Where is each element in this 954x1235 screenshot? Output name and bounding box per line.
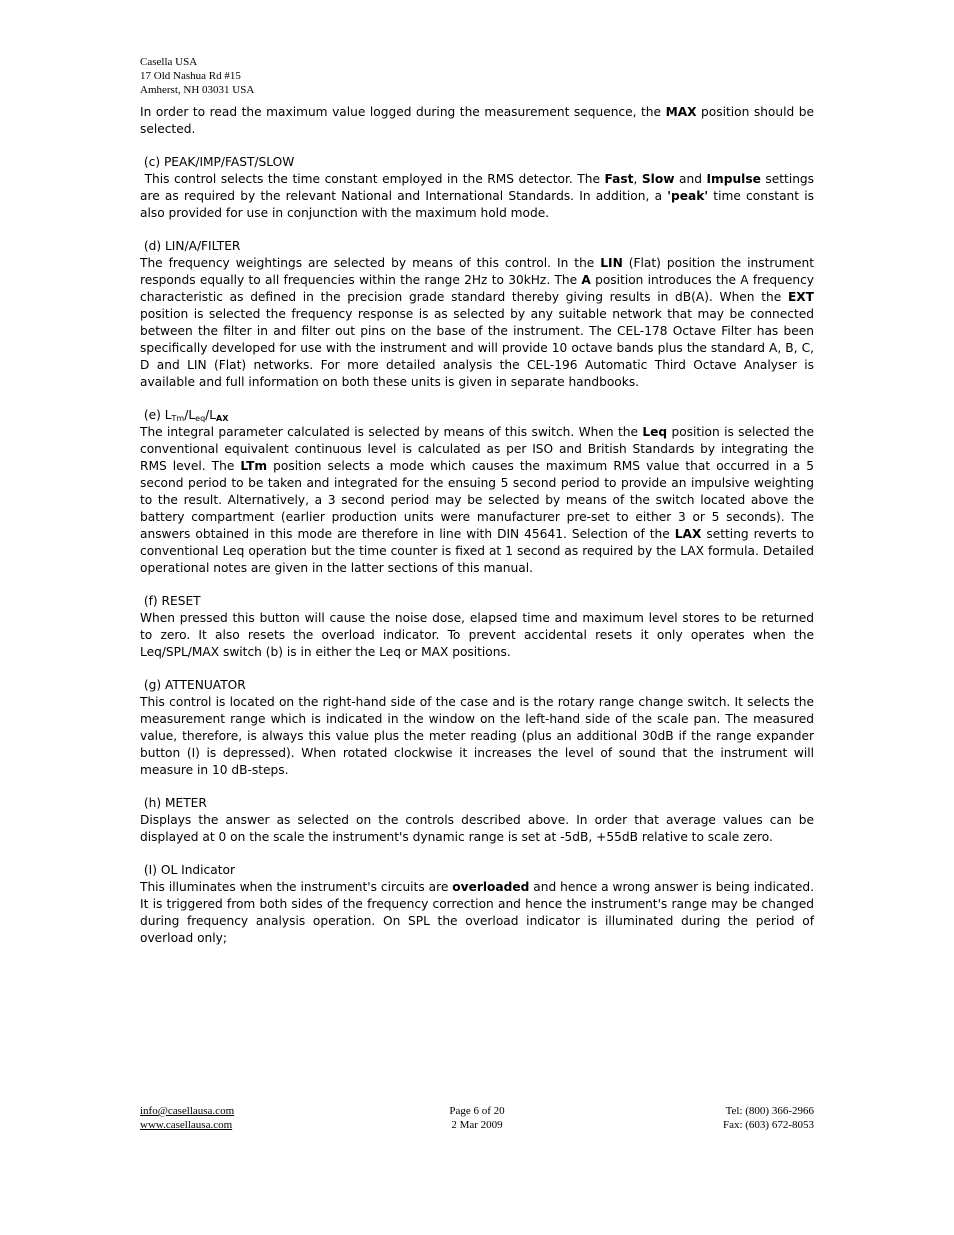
heading-text: (I) OL Indicator [143, 863, 235, 877]
section-e-heading [140, 407, 814, 424]
heading-text: /L [205, 408, 217, 422]
text: position is selected the conventional equivalent continuous level is calculated as per ISO and British Standards by integrating the RMS level. The [140, 425, 814, 473]
text: and [674, 172, 707, 186]
bold-text: EXT [787, 290, 814, 304]
section-i-heading [140, 862, 814, 879]
bold-text: LAX [674, 527, 702, 541]
document-body [140, 104, 814, 947]
section-h-heading [140, 795, 814, 812]
section-f-heading [140, 593, 814, 610]
heading-text: (h) METER [143, 796, 207, 810]
address-line-1: 17 Old Nashua Rd #15 [140, 70, 241, 82]
text: , [633, 172, 642, 186]
section-g-body: This control is located on the right-hand side of the case and is the rotary range change switch. It selects the measurement range which is indicated in the window on the left-hand side of the scale pan. The measured value, therefore, is always this value plus the meter reading (plus an additional 30dB if the range expander button (I) is depressed). When rotated clockwise it increases the level of sound that the instrument will measure in 10 dB-steps. [140, 695, 814, 777]
bold-text: Impulse [706, 172, 761, 186]
bold-text: Slow [641, 172, 675, 186]
text: setting reverts to conventional Leq operation but the time counter is fixed at 1 second as required by the LAX formula. Detailed operational notes are given in the latter sections of this manual. [140, 527, 814, 575]
text: position introduces the A frequency characteristic as defined in the precision grade standard thereby giving results in dB(A). When the [140, 273, 814, 304]
heading-text: (f) RESET [143, 594, 201, 608]
section-f-body: When pressed this button will cause the noise dose, elapsed time and maximum level stores to be returned to zero. It also resets the overload indicator. To prevent accidental resets it only operates when the Leq/SPL/MAX switch (b) is in either the Leq or MAX positions. [140, 611, 814, 659]
text: The integral parameter calculated is selected by means of this switch. When the [140, 425, 643, 439]
subscript: AX [216, 414, 229, 423]
section-e-body [140, 424, 814, 577]
intro-paragraph [140, 104, 814, 138]
section-c-heading [140, 154, 814, 171]
text: and hence a wrong answer is being indicated. It is triggered from both sides of the frequency correction and hence the instrument's range may be changed during frequency analysis operation. On SPL the overload indicator is illuminated during the period of overload only; [140, 880, 814, 945]
document-date: 2 Mar 2009 [451, 1119, 503, 1131]
email-link[interactable]: info@casellausa.com [140, 1105, 235, 1117]
section-c-body [140, 171, 814, 222]
section-i-body [140, 879, 814, 947]
bold-text: LTm [240, 459, 268, 473]
text: The frequency weightings are selected by means of this control. In the [140, 256, 601, 270]
company-name: Casella USA [140, 56, 198, 68]
heading-text: (e) L [143, 408, 172, 422]
bold-text: A [581, 273, 591, 287]
bold-text: overloaded [452, 880, 530, 894]
text: This illuminates when the instrument's circuits are [140, 880, 453, 894]
text: (Flat) position the instrument responds equally to all frequencies within the range 2Hz to 30kHz. The [140, 256, 814, 287]
section-h-body: Displays the answer as selected on the controls described above. In order that average values can be displayed at 0 on the scale the instrument's dynamic range is set at -5dB, +55dB relative to scale zero. [140, 813, 814, 844]
section-d-body [140, 255, 814, 391]
bold-text: Fast [604, 172, 634, 186]
bold-text: LIN [600, 256, 623, 270]
section-d-heading [140, 238, 814, 255]
website-link[interactable]: www.casellausa.com [140, 1119, 233, 1131]
heading-text: (g) ATTENUATOR [143, 678, 246, 692]
text: In order to read the maximum value logged during the measurement sequence, the [140, 105, 666, 119]
section-g-heading [140, 677, 814, 694]
text: position should be selected. [140, 105, 814, 136]
heading-text: /L [184, 408, 196, 422]
heading-text: (c) PEAK/IMP/FAST/SLOW [143, 155, 295, 169]
subscript: eq [195, 414, 206, 423]
text: position selects a mode which causes the maximum RMS value that occurred in a 5 second period to be taken and integrated for the ensuing 5 second period to provide an impulsive weighting to the result. Alternatively, a 3 second period may be selected by means of the switch located above the battery compartment (earlier production units were manufacturer pre-set to either 3 or 5 seconds). The answers obtained in this mode are therefore in line with DIN 45641. Selection of the [140, 459, 814, 541]
bold-text: MAX [665, 105, 697, 119]
footer-phone-info [723, 1104, 814, 1132]
text: position is selected the frequency response is as selected by any suitable network that may be connected between the filter in and filter out pins on the base of the instrument. The CEL-178 Octave Filter has been specifically developed for use with the instrument and will provide 10 octave bands plus the standard A, B, C, D and LIN (Flat) networks. For more detailed analysis the CEL-196 Automatic Third Octave Analyser is available and full information on both these units is given in separate handbooks. [140, 307, 814, 389]
telephone: Tel: (800) 366-2966 [725, 1105, 814, 1117]
address-line-2: Amherst, NH 03031 USA [140, 84, 255, 96]
text: time constant is also provided for use in conjunction with the maximum hold mode. [140, 189, 815, 220]
fax: Fax: (603) 672-8053 [722, 1119, 814, 1131]
text: This control selects the time constant employed in the RMS detector. The [144, 172, 605, 186]
heading-text: (d) LIN/A/FILTER [143, 239, 241, 253]
bold-text: Leq [642, 425, 668, 439]
letterhead [140, 55, 254, 97]
bold-text: 'peak' [667, 189, 709, 203]
subscript: Tm [171, 414, 185, 423]
page-number: Page 6 of 20 [449, 1105, 505, 1117]
text: settings are as required by the relevant National and International Standards. In addition, a [140, 172, 815, 203]
